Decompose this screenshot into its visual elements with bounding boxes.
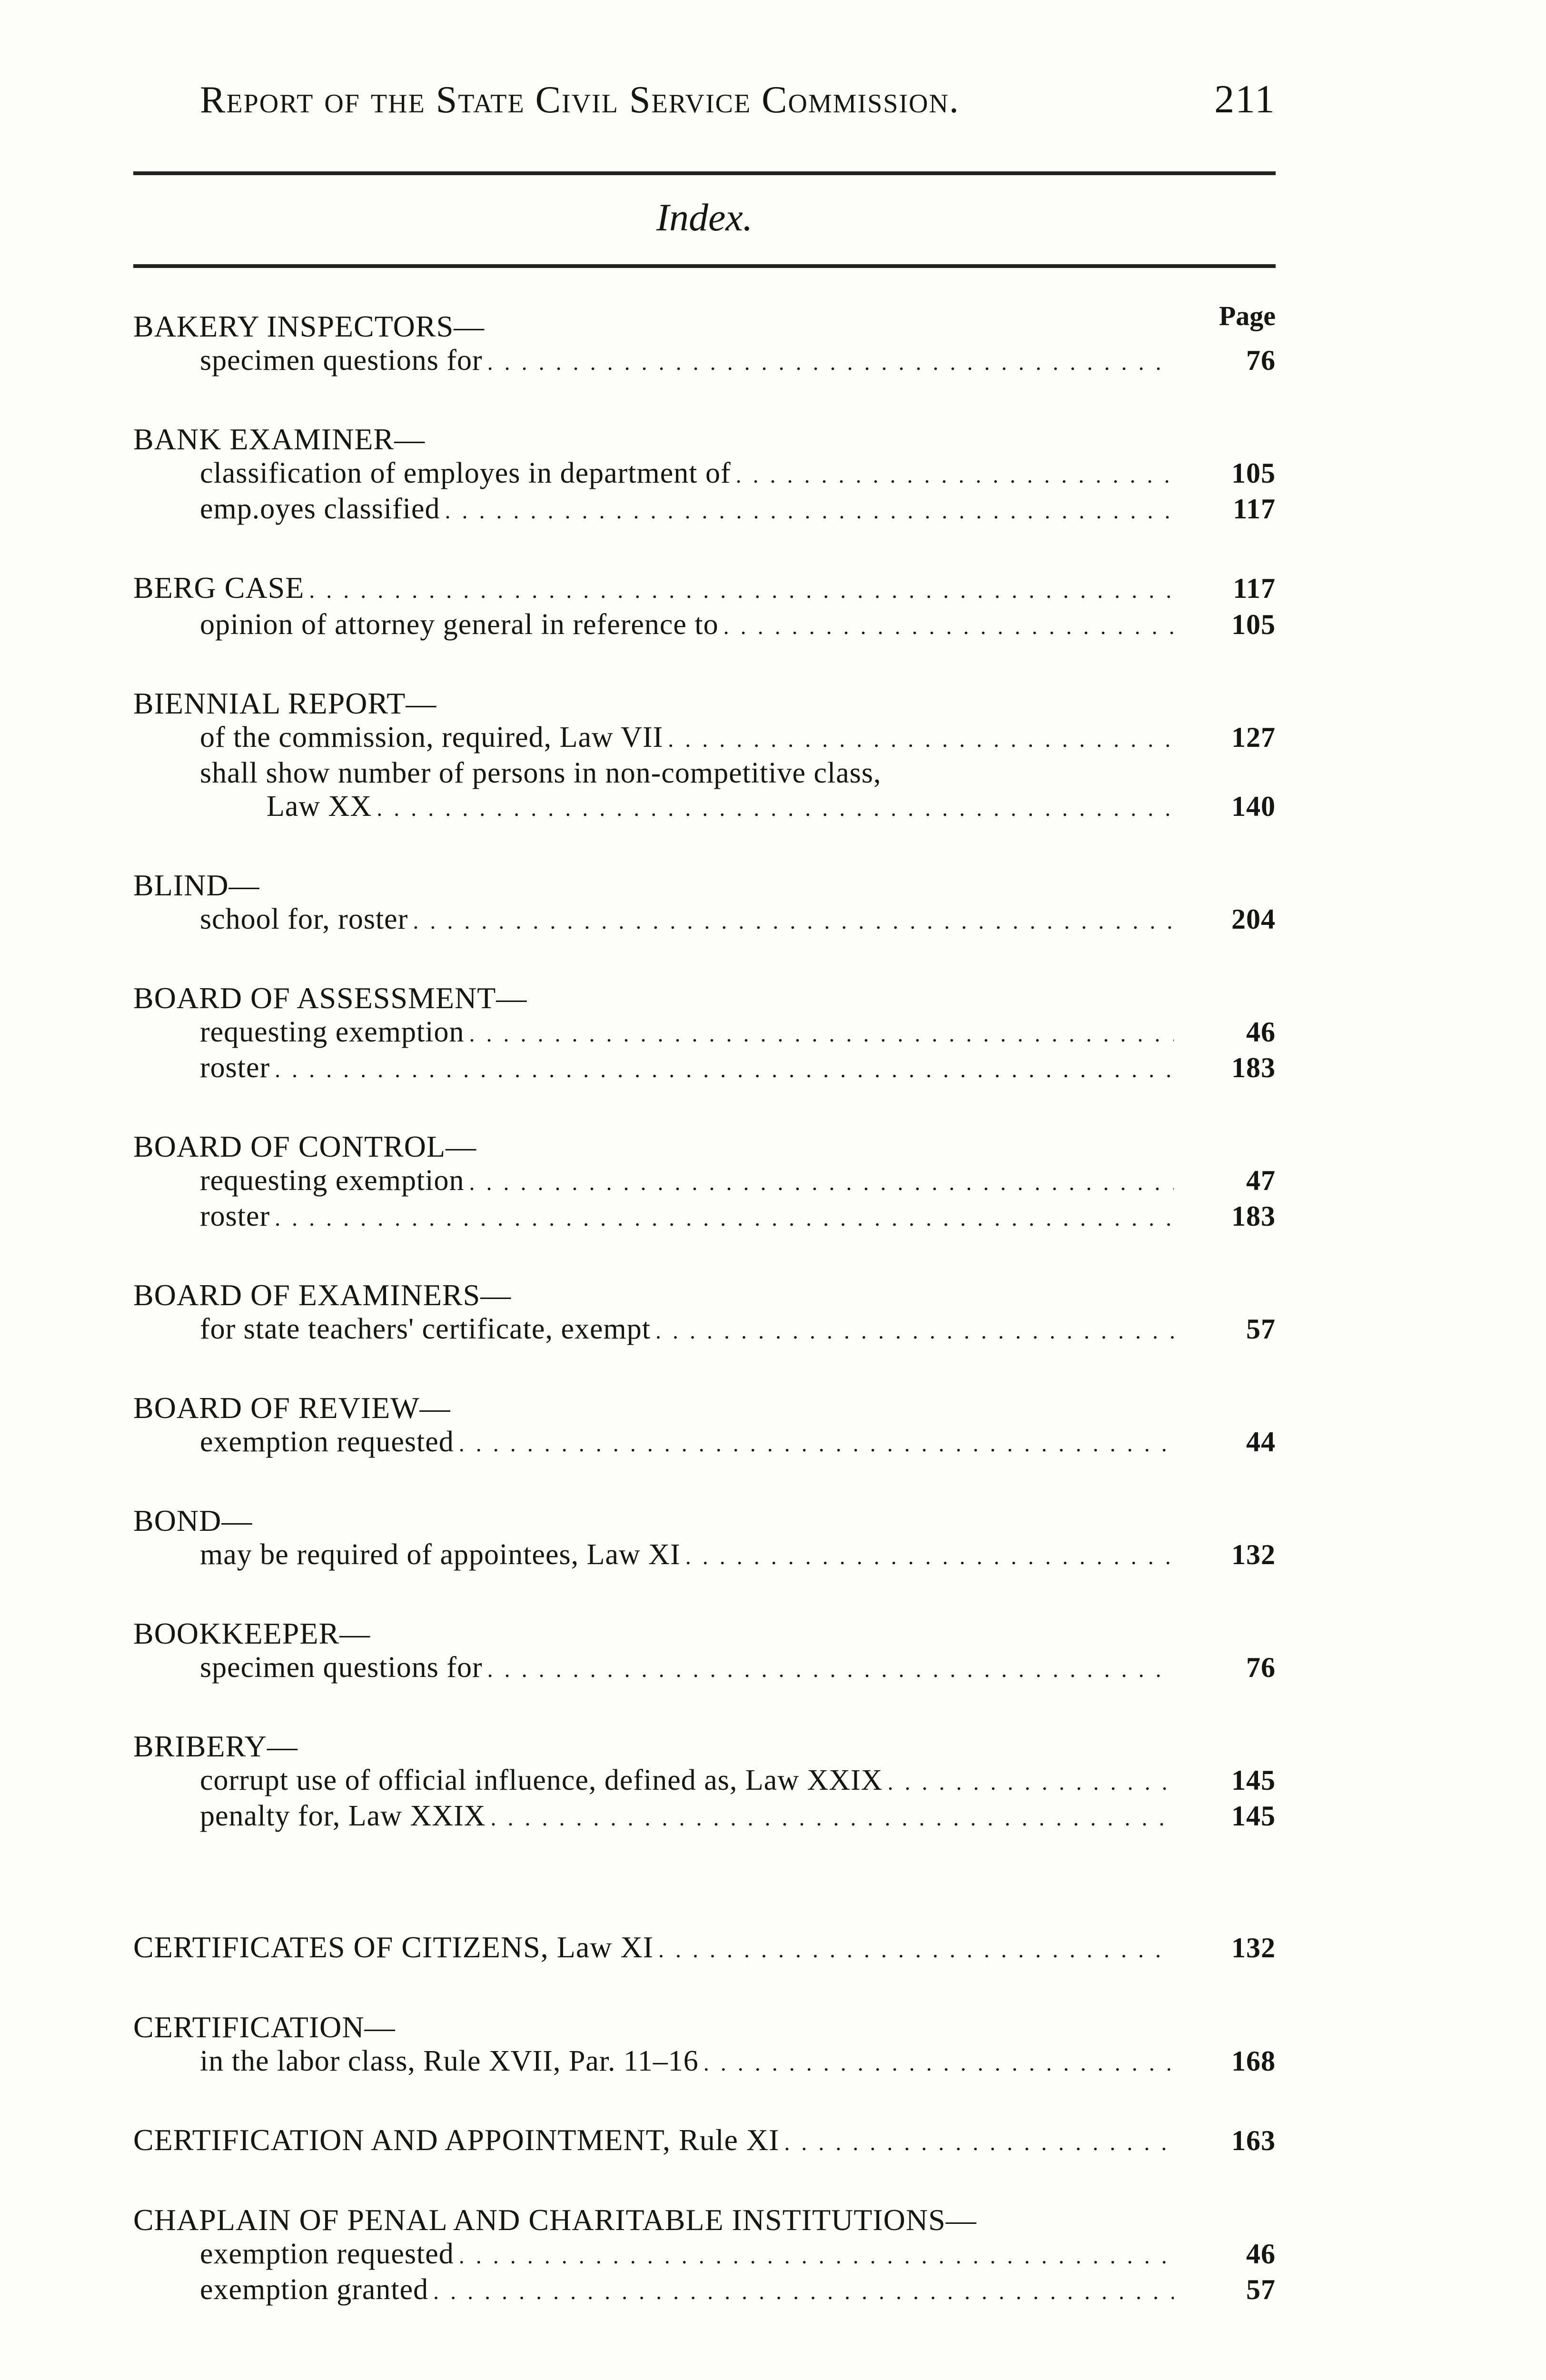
entry-subitem: [133, 1200, 1276, 1235]
entry-heading: [133, 868, 1276, 902]
leader-dots: [704, 2047, 1174, 2080]
entry-heading-label: BRIBERY—: [133, 1729, 298, 1763]
top-rule: [133, 171, 1276, 175]
subitem-page-number: 127: [1231, 722, 1276, 753]
subitem-page-number: 117: [1233, 493, 1276, 525]
leader-dots: [487, 1653, 1174, 1686]
subitem-label: exemption requested: [200, 1426, 454, 1458]
subitem-page-number: 168: [1231, 2045, 1276, 2077]
leader-dots: [723, 610, 1174, 644]
subitem-page-number: 46: [1246, 2238, 1276, 2270]
entry-heading-label: BOARD OF EXAMINERS—: [133, 1278, 512, 1312]
entry-heading-label: BIENNIAL REPORT—: [133, 686, 437, 720]
subitem-page-number: 183: [1231, 1200, 1276, 1232]
entry-heading-label: CHAPLAIN OF PENAL AND CHARITABLE INSTITUTIONS—: [133, 2203, 977, 2237]
index-entry: [133, 2203, 1276, 2309]
subitem-label: requesting exemption: [200, 1164, 465, 1197]
index-entry: [133, 309, 1276, 379]
entry-subitem: [133, 1651, 1276, 1686]
entry-subitem: [133, 1538, 1276, 1574]
subitem-page-number: 76: [1246, 345, 1276, 376]
subitem-label: may be required of appointees, Law XI: [200, 1538, 681, 1571]
index-entry: [133, 1729, 1276, 1835]
subitem-page-number: 183: [1231, 1052, 1276, 1083]
entry-subitem: [133, 2273, 1276, 2309]
entry-subitem: [133, 756, 1276, 790]
entry-heading-label: CERTIFICATION—: [133, 2010, 396, 2044]
subitem-page-number: 76: [1246, 1652, 1276, 1683]
entry-heading-label: BOOKKEEPER—: [133, 1616, 371, 1650]
entry-subitem: [133, 608, 1276, 644]
entry-subitem: [133, 790, 1276, 825]
index-entries: [133, 309, 1276, 2351]
entry-subitem: [133, 492, 1276, 528]
entry-subitem: [133, 1764, 1276, 1799]
entry-heading-label: BOARD OF REVIEW—: [133, 1391, 451, 1425]
entry-heading: [133, 422, 1276, 456]
leader-dots: [433, 2275, 1174, 2309]
entry-heading-label: BOARD OF ASSESSMENT—: [133, 981, 527, 1015]
index-page: [133, 0, 1276, 2380]
entry-heading: [133, 1391, 1276, 1425]
index-entry: [133, 2010, 1276, 2080]
subitem-label: roster: [200, 1051, 270, 1084]
leader-dots: [655, 1315, 1174, 1348]
entry-subitem: [133, 721, 1276, 756]
subitem-label: corrupt use of official influence, defined as, Law XXIX: [200, 1764, 883, 1796]
entry-heading: [133, 1729, 1276, 1764]
entry-subitem: [133, 344, 1276, 379]
leader-dots: [888, 1766, 1174, 1799]
entry-heading: [133, 686, 1276, 721]
subitem-page-number: 140: [1231, 791, 1276, 822]
index-entry: [133, 1930, 1276, 1967]
leader-dots: [445, 495, 1174, 528]
subitem-label: requesting exemption: [200, 1016, 465, 1048]
entry-heading: [133, 2203, 1276, 2237]
subitem-page-number: 132: [1231, 1539, 1276, 1570]
leader-dots: [413, 905, 1174, 938]
entry-heading-label: BOND—: [133, 1504, 253, 1537]
leader-dots: [487, 346, 1174, 379]
subitem-label: exemption requested: [200, 2238, 454, 2270]
entry-heading-label: BAKERY INSPECTORS—: [133, 309, 485, 343]
subitem-page-number: 57: [1246, 1313, 1276, 1345]
subitem-page-number: 44: [1246, 1426, 1276, 1458]
subitem-label: of the commission, required, Law VII: [200, 721, 664, 754]
entry-page-number: 132: [1231, 1932, 1276, 1964]
entry-subitem: [133, 1425, 1276, 1461]
entry-subitem: [133, 1015, 1276, 1051]
entry-subitem: [133, 1799, 1276, 1835]
index-entry: [133, 1391, 1276, 1461]
subitem-label: opinion of attorney general in reference to: [200, 608, 719, 641]
index-entry: [133, 1130, 1276, 1235]
subitem-page-number: 105: [1231, 609, 1276, 640]
entry-heading-label: BLIND—: [133, 868, 260, 902]
entry-heading: [133, 1504, 1276, 1538]
leader-dots: [469, 1166, 1174, 1200]
running-head-title: Report of the State Civil Service Commission.: [200, 79, 960, 121]
leader-dots: [309, 574, 1174, 608]
entry-subitem: [133, 1312, 1276, 1348]
subitem-label: classification of employes in department of: [200, 457, 731, 489]
entry-heading: [133, 309, 1276, 344]
subitem-label: roster: [200, 1200, 270, 1232]
subitem-label: school for, roster: [200, 903, 408, 935]
entry-page-number: 117: [1233, 573, 1276, 604]
leader-dots: [459, 2240, 1174, 2273]
index-entry: [133, 1278, 1276, 1348]
index-entry: [133, 1616, 1276, 1686]
index-entry: [133, 686, 1276, 825]
leader-dots: [736, 459, 1174, 492]
entry-heading-label: BERG CASE: [133, 571, 305, 605]
subitem-label: specimen questions for: [200, 1651, 483, 1684]
index-entry: [133, 422, 1276, 528]
index-entry: [133, 2123, 1276, 2160]
entry-heading: [133, 1278, 1276, 1312]
subitem-page-number: 145: [1231, 1800, 1276, 1832]
subitem-label: for state teachers' certificate, exempt: [200, 1313, 651, 1345]
leader-dots: [685, 1540, 1174, 1574]
subitem-page-number: 204: [1231, 903, 1276, 935]
page-number: 211: [1214, 77, 1276, 121]
leader-dots: [658, 1933, 1174, 1967]
index-entry: [133, 868, 1276, 938]
entry-heading: [133, 571, 1276, 608]
entry-heading-label: BOARD OF CONTROL—: [133, 1130, 477, 1163]
entry-subitem: [133, 456, 1276, 492]
subitem-page-number: 105: [1231, 457, 1276, 489]
entry-subitem: [133, 902, 1276, 938]
index-title: Index.: [656, 196, 753, 239]
entry-heading-label: BANK EXAMINER—: [133, 422, 426, 456]
index-entry: [133, 571, 1276, 644]
subitem-page-number: 47: [1246, 1165, 1276, 1196]
subitem-label: specimen questions for: [200, 344, 483, 377]
subitem-page-number: 145: [1231, 1765, 1276, 1796]
entry-page-number: 163: [1231, 2125, 1276, 2156]
subitem-label: penalty for, Law XXIX: [200, 1800, 486, 1832]
leader-dots: [668, 723, 1174, 756]
leader-dots: [490, 1802, 1174, 1835]
entry-subitem: [133, 1164, 1276, 1200]
subitem-label: exemption granted: [200, 2273, 429, 2306]
entry-heading: [133, 1616, 1276, 1651]
leader-dots: [469, 1018, 1174, 1051]
leader-dots: [459, 1428, 1174, 1461]
entry-subitem: [133, 1051, 1276, 1087]
subitem-label: shall show number of persons in non-competitive class,: [200, 757, 882, 789]
entry-heading: [133, 2123, 1276, 2160]
subitem-page-number: 46: [1246, 1016, 1276, 1048]
index-entry: [133, 1504, 1276, 1574]
entry-heading: [133, 2010, 1276, 2044]
leader-dots: [377, 792, 1174, 825]
subitem-label: Law XX: [267, 790, 372, 823]
subitem-label: emp.oyes classified: [200, 493, 440, 525]
subitem-page-number: 57: [1246, 2274, 1276, 2305]
entry-heading-label: CERTIFICATION AND APPOINTMENT, Rule XI: [133, 2123, 780, 2157]
index-entry: [133, 981, 1276, 1087]
leader-dots: [275, 1053, 1174, 1087]
running-head: [200, 76, 1276, 129]
bottom-rule: [133, 264, 1276, 268]
entry-heading: [133, 1930, 1276, 1967]
entry-heading: [133, 981, 1276, 1015]
leader-dots: [784, 2126, 1174, 2160]
page-column-label: Page: [1219, 300, 1276, 331]
leader-dots: [275, 1202, 1174, 1235]
subitem-label: in the labor class, Rule XVII, Par. 11–16: [200, 2045, 699, 2077]
entry-subitem: [133, 2044, 1276, 2080]
entry-heading-label: CERTIFICATES OF CITIZENS, Law XI: [133, 1930, 654, 1964]
entry-subitem: [133, 2237, 1276, 2273]
entry-heading: [133, 1130, 1276, 1164]
